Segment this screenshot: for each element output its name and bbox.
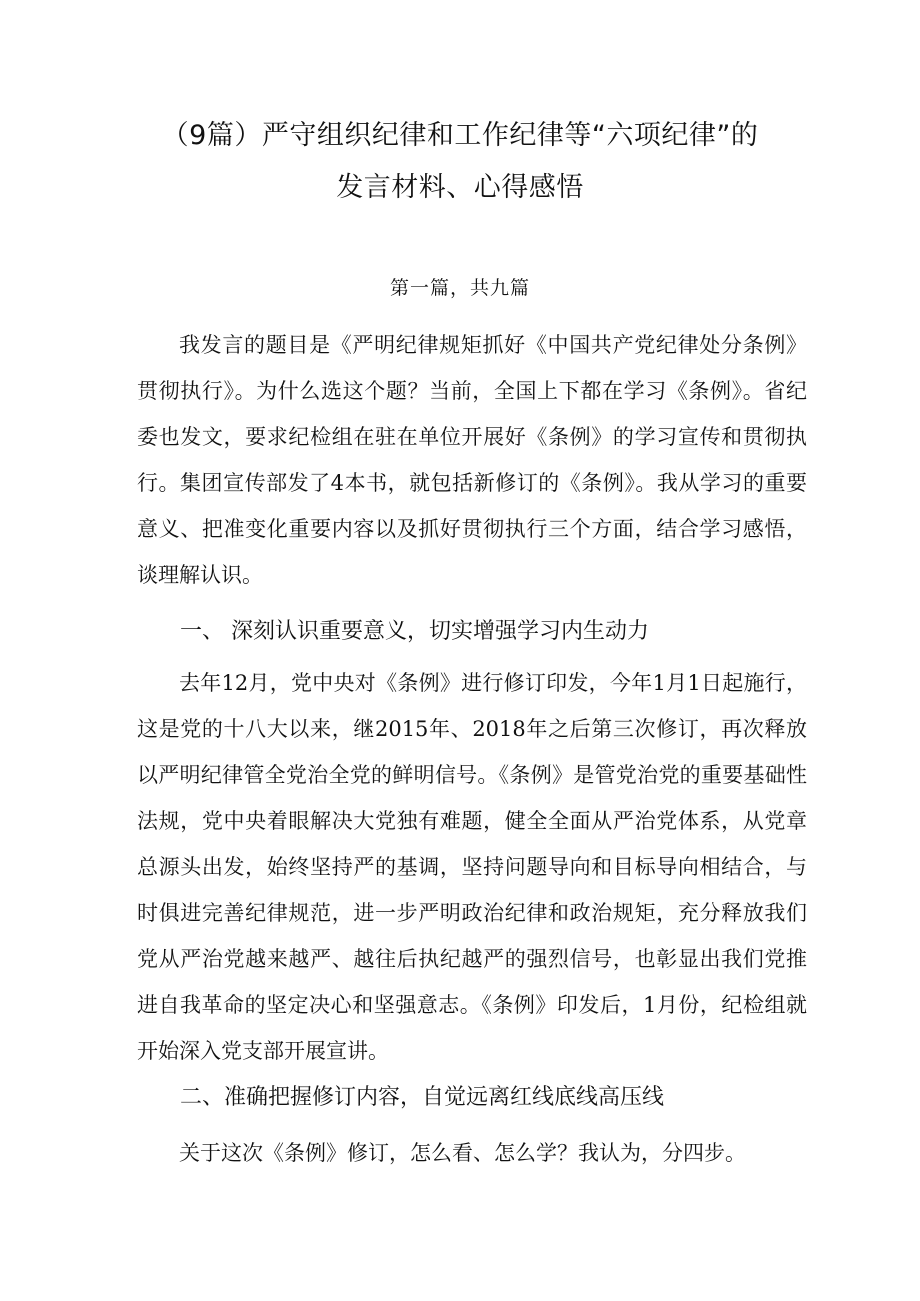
part-indicator: 第一篇，共九篇 [389, 277, 530, 299]
paragraph-section-2: 关于这次《条例》修订，怎么看、怎么学？我认为，分四步。 [179, 1141, 746, 1165]
document-title-line-2: 发言材料、心得感悟 [336, 172, 584, 203]
document-title-line-1: （9篇）严守组织纪律和工作纪律等“六项纪律”的 [161, 120, 759, 151]
paragraph-section-1: 去年12月，党中央对《条例》进行修订印发，今年1月1日起施行，这是党的十八大以来，继2015年、2018年之后第三次修订，再次释放以严明纪律管全党治全党的鲜明信号。《条例》是管党治党的重要基础性法规，党中央着眼解决大党独有难题，健全全面从严治党体系，从党章总源头出发，始终坚持严的基调，坚持问题导向和目标导向相结合，与时俱进完善纪律规范，进一步严明政治纪律和政治规矩，充分释放我们党从严治党越来越严、越往后执纪越严的强烈信号，也彰显出我们党推进自我革命的坚定决心和坚强意志。《条例》印发后，1月份，纪检组就开始深入党支部开展宣讲。 [137, 671, 807, 1063]
section-heading-1: 一、 深刻认识重要意义，切实增强学习内生动力 [180, 619, 649, 644]
section-heading-2: 二、准确把握修订内容，自觉远离红线底线高压线 [180, 1085, 665, 1110]
paragraph-intro: 我发言的题目是《严明纪律规矩抓好《中国共产党纪律处分条例》贯彻执行》。为什么选这个题？当前，全国上下都在学习《条例》。省纪委也发文，要求纪检组在驻在单位开展好《条例》的学习宣传和贯彻执行。集团宣传部发了4本书，就包括新修订的《条例》。我从学习的重要意义、把准变化重要内容以及抓好贯彻执行三个方面，结合学习感悟，谈理解认识。 [137, 333, 807, 587]
